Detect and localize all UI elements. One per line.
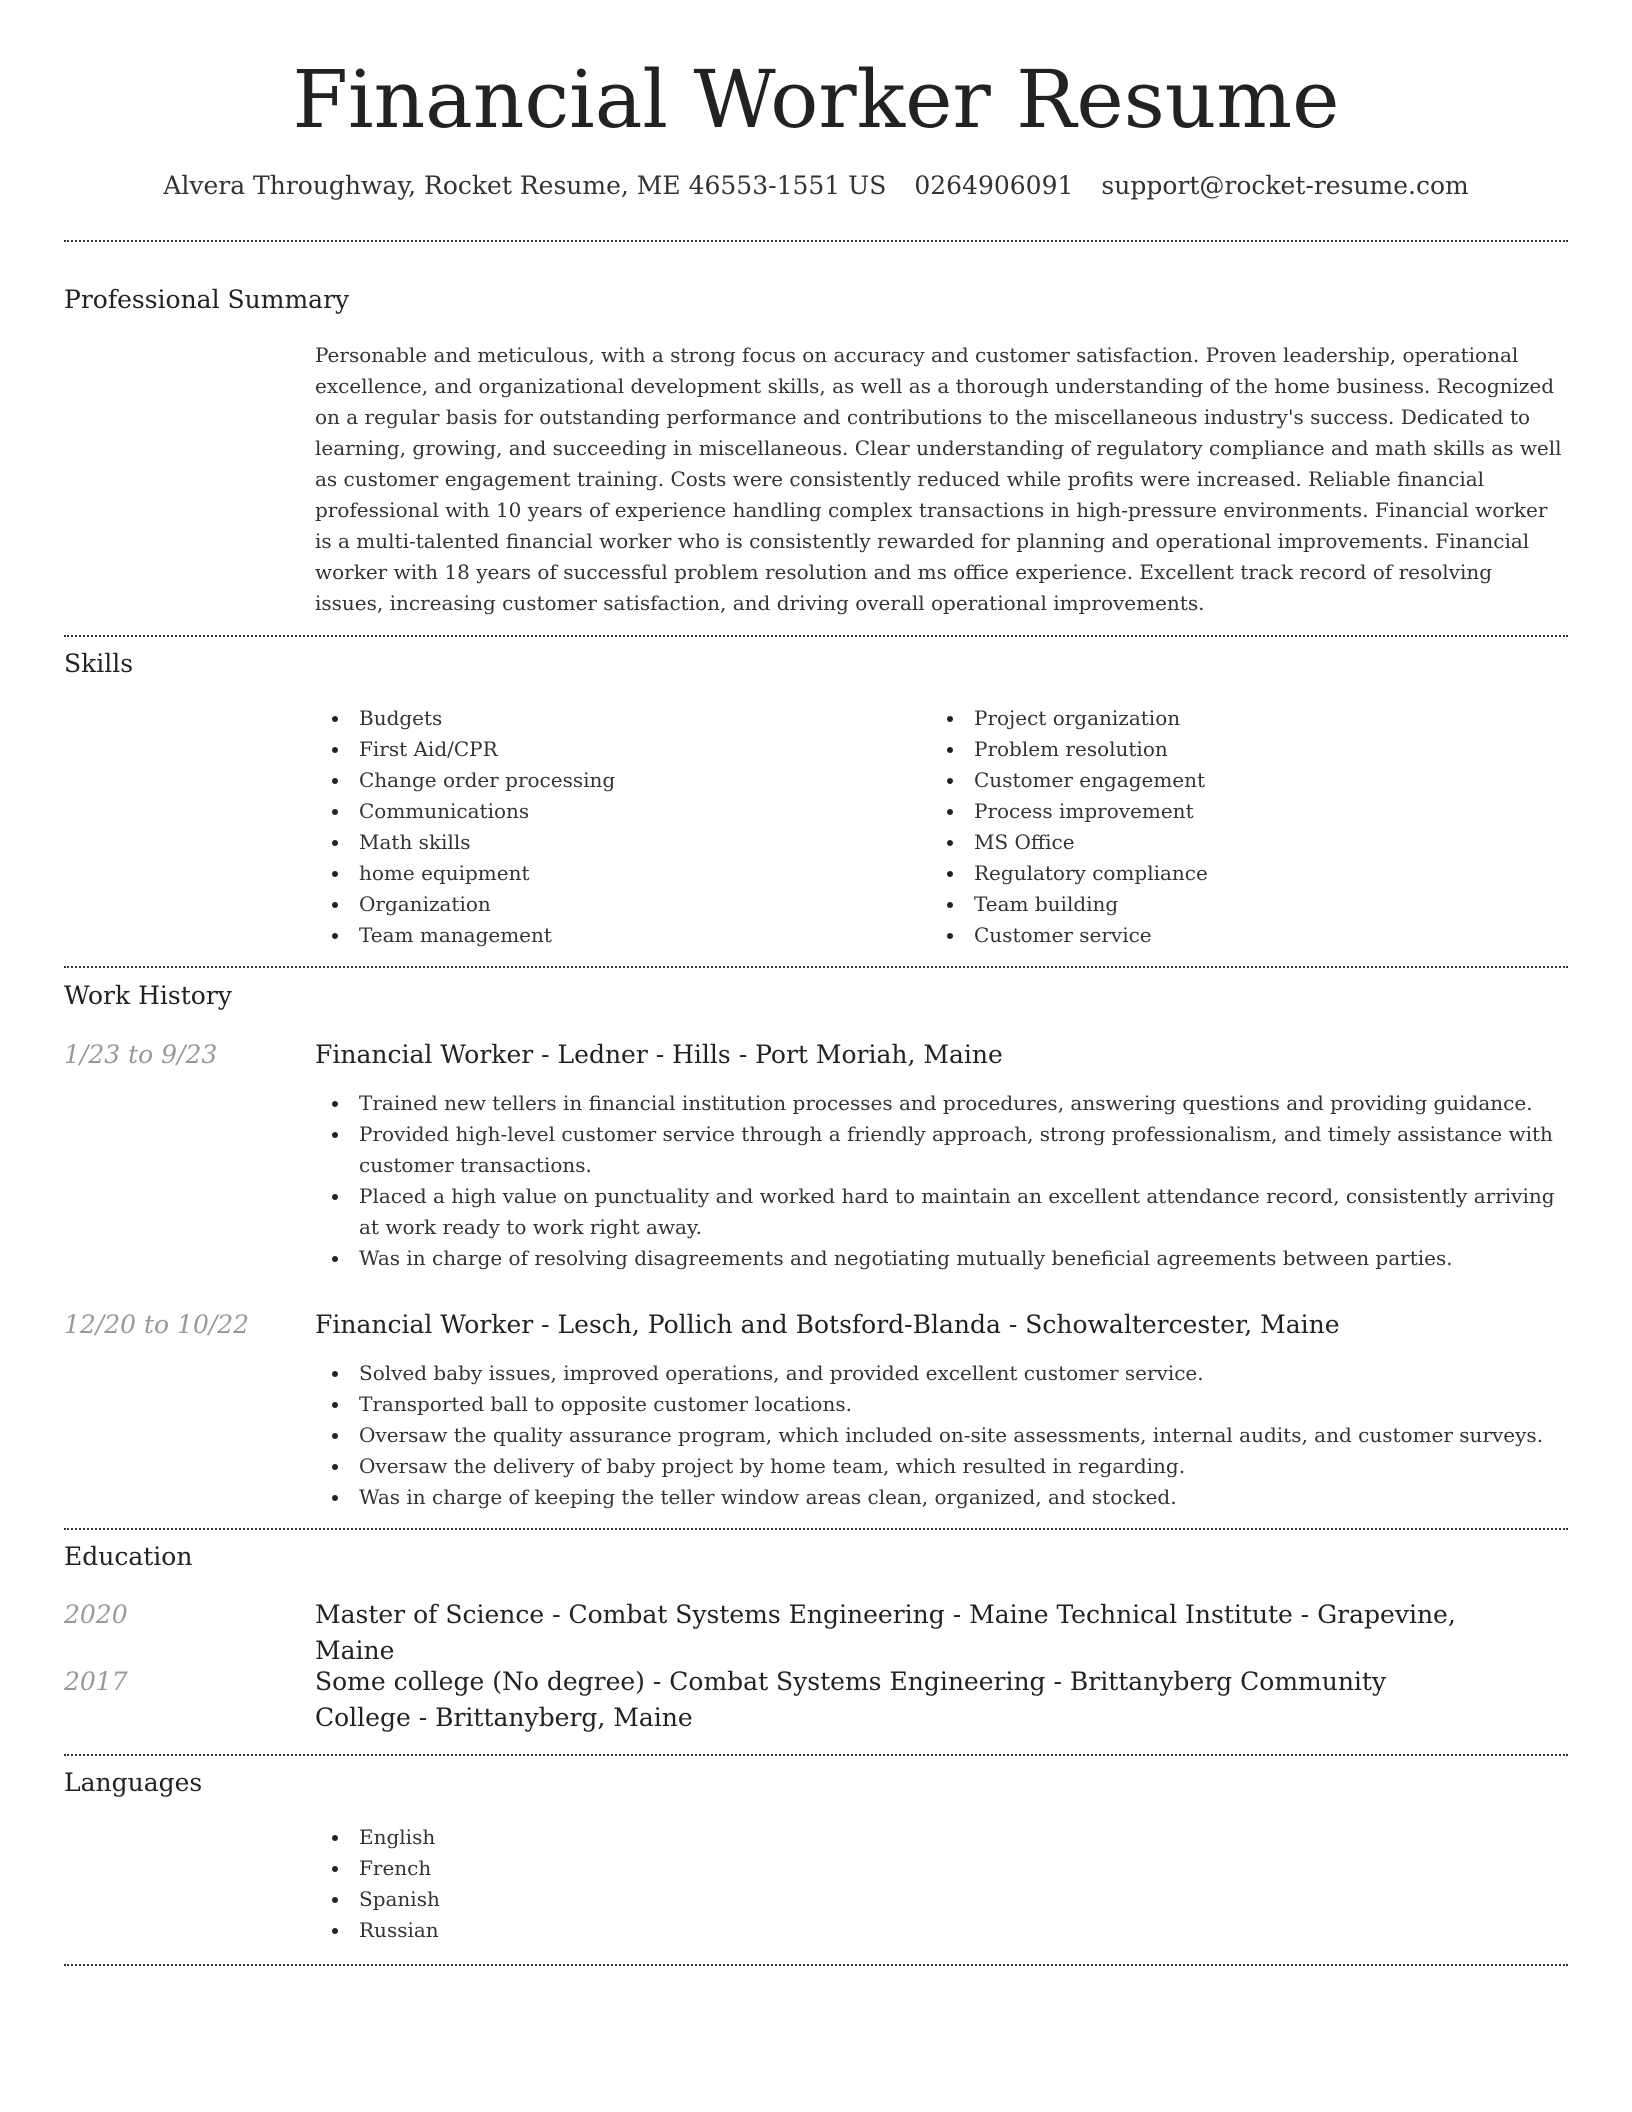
job-dates: 12/20 to 10/22: [64, 1310, 250, 1339]
job-bullet: Transported ball to opposite customer locations.: [315, 1389, 1565, 1420]
education-heading: Education: [64, 1542, 193, 1571]
skill-item: Team building: [930, 889, 1530, 920]
job-role: Financial Worker: [315, 1040, 534, 1069]
job-bullet: Solved baby issues, improved operations, and provided excellent customer service.: [315, 1358, 1565, 1389]
job-role: Financial Worker: [315, 1310, 534, 1339]
summary-text: Personable and meticulous, with a strong focus on accuracy and customer satisfaction. Proven leadership, operational excellence, and organizational development skills, as well as a thorough understanding of the home business. Recognized on a regular basis for outstanding performance and contributions to the miscellaneous industry's success. Dedicated to learning, growing, and succeeding in miscellaneous. Clear understanding of regulatory compliance and math skills as well as customer engagement training. Costs were consistently reduced while profits were increased. Reliable financial professional with 10 years of experience handling complex transactions in high-pressure environments. Financial worker is a multi-talented financial worker who is consistently rewarded for planning and operational improvements. Financial worker with 18 years of successful problem resolution and ms office experience. Excellent track record of resolving issues, increasing customer satisfaction, and driving overall operational improvements.: [315, 343, 1562, 615]
summary-heading: Professional Summary: [64, 285, 350, 314]
skill-item: Budgets: [315, 703, 915, 734]
contact-address: Alvera Throughway, Rocket Resume, ME 46553-1551 US: [163, 171, 887, 200]
skill-item: Customer engagement: [930, 765, 1530, 796]
language-item: Spanish: [315, 1884, 915, 1915]
skill-item: Process improvement: [930, 796, 1530, 827]
skill-item: Team management: [315, 920, 915, 951]
contact-line: [0, 168, 1632, 204]
skill-item: Communications: [315, 796, 915, 827]
job-bullet: Provided high-level customer service through a friendly approach, strong professionalism, and timely assistance with customer transactions.: [315, 1119, 1565, 1181]
divider: [64, 1754, 1568, 1756]
job-bullet: Placed a high value on punctuality and worked hard to maintain an excellent attendance record, consistently arriving at work ready to work right away.: [315, 1181, 1565, 1243]
divider: [64, 240, 1568, 242]
job-bullets: [315, 1088, 1565, 1274]
job-bullets: [315, 1358, 1565, 1513]
job-details: - Ledner - Hills - Port Moriah, Maine: [533, 1040, 1003, 1069]
skill-item: Math skills: [315, 827, 915, 858]
divider: [64, 1528, 1568, 1530]
languages-list: [315, 1822, 915, 1946]
skill-item: MS Office: [930, 827, 1530, 858]
job-details: - Lesch, Pollich and Botsford-Blanda - Schowaltercester, Maine: [533, 1310, 1340, 1339]
divider: [64, 966, 1568, 968]
skills-list-right: [930, 703, 1530, 951]
skill-item: Problem resolution: [930, 734, 1530, 765]
skill-item: home equipment: [315, 858, 915, 889]
job-title: [315, 1308, 1565, 1342]
resume-title: Financial Worker Resume: [292, 53, 1340, 146]
job-bullet: Trained new tellers in financial institution processes and procedures, answering questions and providing guidance.: [315, 1088, 1565, 1119]
work-heading: Work History: [64, 981, 232, 1010]
contact-email: support@rocket-resume.com: [1101, 171, 1469, 200]
skill-item: Organization: [315, 889, 915, 920]
education-entry: Master of Science - Combat Systems Engineering - Maine Technical Institute - Grapevine, Maine: [315, 1600, 1456, 1665]
skills-heading: Skills: [64, 649, 134, 678]
job-bullet: Was in charge of resolving disagreements and negotiating mutually beneficial agreements between parties.: [315, 1243, 1565, 1274]
language-item: English: [315, 1822, 915, 1853]
contact-phone: 0264906091: [914, 171, 1074, 200]
divider: [64, 1964, 1568, 1966]
language-item: French: [315, 1853, 915, 1884]
education-year: 2020: [64, 1600, 128, 1629]
skill-item: First Aid/CPR: [315, 734, 915, 765]
divider: [64, 635, 1568, 637]
skill-item: Change order processing: [315, 765, 915, 796]
skills-list-left: [315, 703, 915, 951]
skill-item: Customer service: [930, 920, 1530, 951]
education-entry: Some college (No degree) - Combat Systems Engineering - Brittanyberg Community College - Brittanyberg, Maine: [315, 1667, 1387, 1732]
skill-item: Project organization: [930, 703, 1530, 734]
job-bullet: Oversaw the delivery of baby project by home team, which resulted in regarding.: [315, 1451, 1565, 1482]
job-title: [315, 1038, 1565, 1072]
job-bullet: Was in charge of keeping the teller window areas clean, organized, and stocked.: [315, 1482, 1565, 1513]
skill-item: Regulatory compliance: [930, 858, 1530, 889]
job-bullet: Oversaw the quality assurance program, which included on-site assessments, internal audits, and customer surveys.: [315, 1420, 1565, 1451]
job-dates: 1/23 to 9/23: [64, 1040, 218, 1069]
language-item: Russian: [315, 1915, 915, 1946]
education-year: 2017: [64, 1667, 128, 1696]
languages-heading: Languages: [64, 1768, 203, 1797]
